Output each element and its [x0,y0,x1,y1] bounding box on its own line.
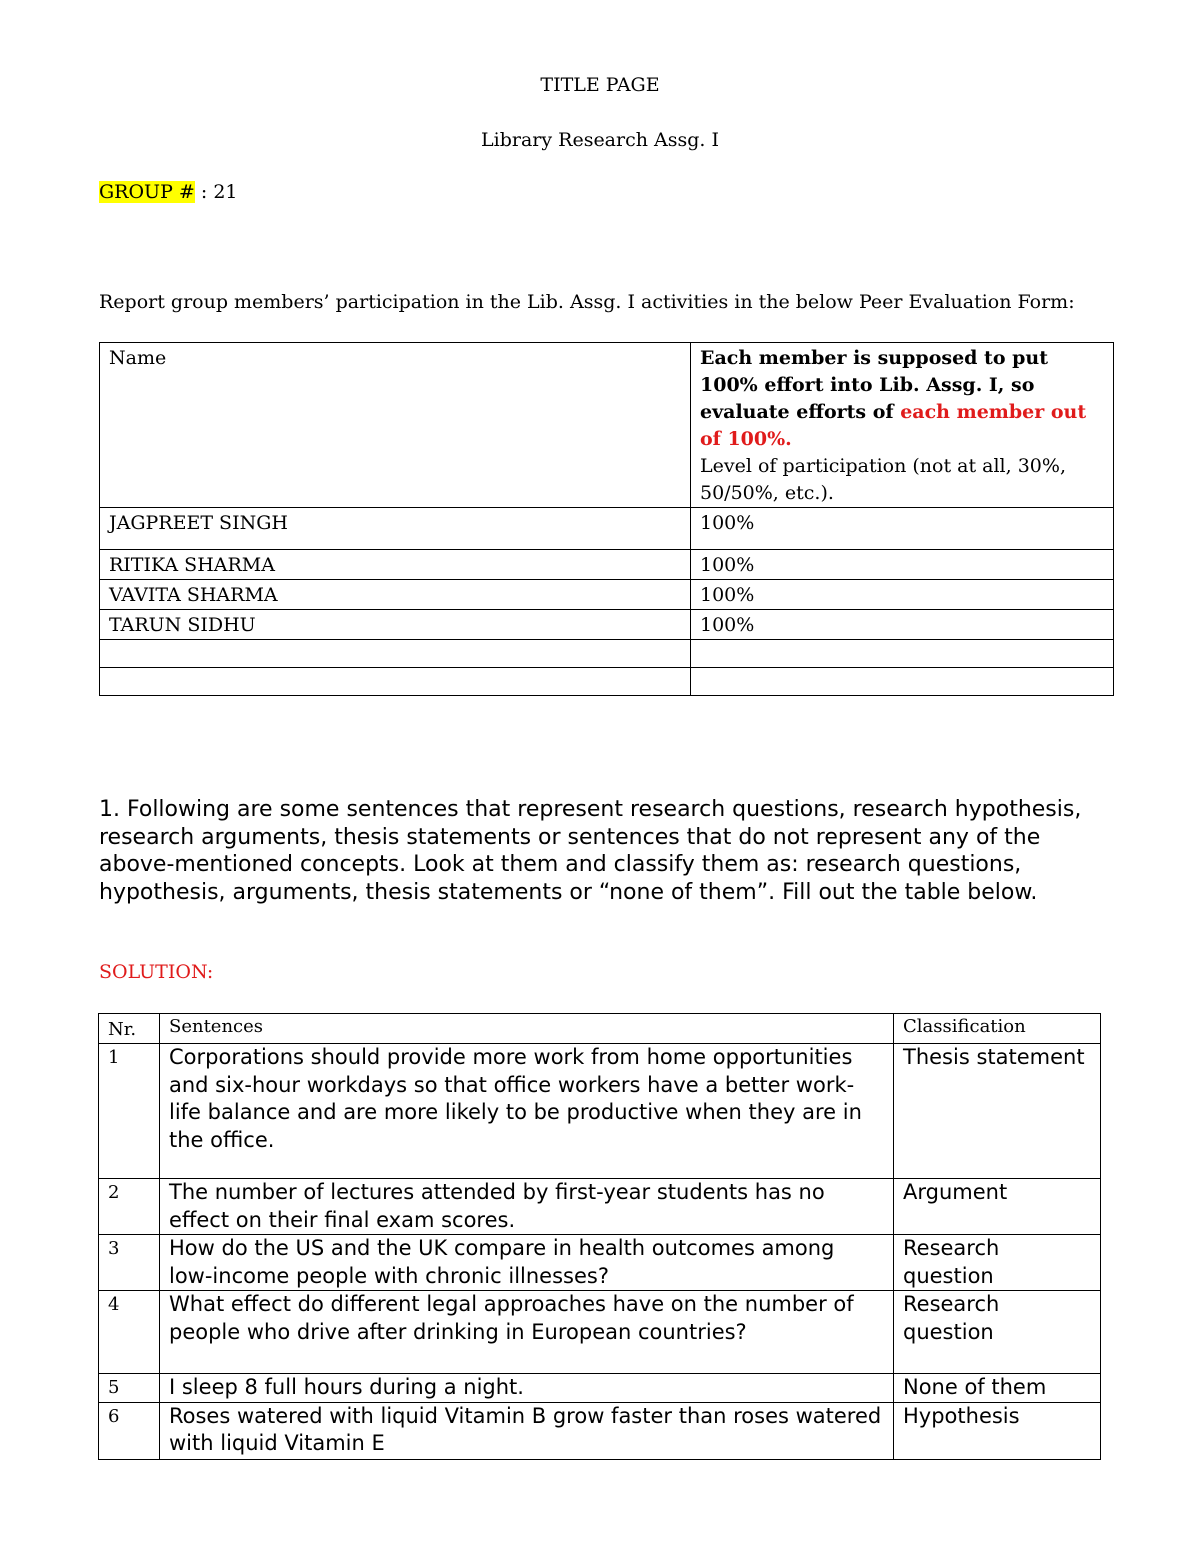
sentence-cell: Roses watered with liquid Vitamin B grow faster than roses watered with liquid Vitamin E [160,1402,894,1459]
sentence-cell: What effect do different legal approaches have on the number of people who drive after drinking in European countries? [160,1291,894,1374]
table-row [100,508,1114,550]
member-participation [691,640,1114,668]
table-row [100,580,1114,610]
evaluation-header-note: Level of participation (not at all, 30%, 50/50%, etc.). [700,455,1066,504]
sentence-cell: The number of lectures attended by first-year students has no effect on their final exam scores. [160,1179,894,1235]
member-name: JAGPREET SINGH [100,508,691,550]
member-participation: 100% [691,550,1114,580]
report-instruction: Report group members’ participation in the Lib. Assg. I activities in the below Peer Evaluation Form: [99,291,1075,313]
row-number: 3 [99,1235,160,1291]
row-number: 5 [99,1374,160,1403]
sentence-cell: How do the US and the UK compare in health outcomes among low-income people with chronic illnesses? [160,1235,894,1291]
solution-label: SOLUTION: [99,961,214,983]
peer-evaluation-table [99,342,1114,696]
member-name: RITIKA SHARMA [100,550,691,580]
evaluation-header-emphasis: each member out of 100%. [700,401,1087,450]
classification-cell: None of them [894,1374,1101,1403]
classification-header: Classification [894,1014,1101,1044]
group-value: 21 [213,181,238,203]
classification-cell: Hypothesis [894,1402,1101,1459]
table-row [100,640,1114,668]
assignment-subtitle: Library Research Assg. I [481,129,719,151]
member-participation: 100% [691,580,1114,610]
table-row [100,550,1114,580]
table-row [99,1235,1101,1291]
table-row [99,1402,1101,1459]
member-name [100,668,691,696]
table-row [100,668,1114,696]
table-row [100,610,1114,640]
table-header-row [99,1014,1101,1044]
classification-cell: Thesis statement [894,1044,1101,1179]
member-participation: 100% [691,508,1114,550]
classification-cell: Research question [894,1291,1101,1374]
nr-header: Nr. [99,1014,160,1044]
name-header: Name [100,343,691,508]
page-title: TITLE PAGE [540,74,660,96]
row-number: 2 [99,1179,160,1235]
evaluation-header [691,343,1114,508]
member-participation: 100% [691,610,1114,640]
member-name: VAVITA SHARMA [100,580,691,610]
evaluation-header-bold: Each member is supposed to put 100% effort into Lib. Assg. I, so evaluate efforts of [700,347,1048,423]
classification-table [98,1013,1101,1460]
question-text: 1. Following are some sentences that represent research questions, research hypothesis, research arguments, thesis statements or sentences that do not represent any of the above-mentioned concepts. Look at them and classify them as: research questions, hypothesis, arguments, thesis statements or “none of them”. Fill out the table below. [99,797,1082,905]
sentence-cell: Corporations should provide more work from home opportunities and six-hour workdays so that office workers have a better work-life balance and are more likely to be productive when they are in the office. [160,1044,894,1179]
table-row [99,1374,1101,1403]
classification-cell: Argument [894,1179,1101,1235]
group-separator: : [194,181,214,203]
table-row [99,1044,1101,1179]
member-name: TARUN SIDHU [100,610,691,640]
table-header-row [100,343,1114,508]
sentence-cell: I sleep 8 full hours during a night. [160,1374,894,1403]
table-row [99,1179,1101,1235]
sentences-header: Sentences [160,1014,894,1044]
table-row [99,1291,1101,1374]
member-name [100,640,691,668]
group-number [99,181,238,203]
classification-cell: Research question [894,1235,1101,1291]
group-label: GROUP # [99,181,195,203]
row-number: 4 [99,1291,160,1374]
row-number: 6 [99,1402,160,1459]
member-participation [691,668,1114,696]
row-number: 1 [99,1044,160,1179]
